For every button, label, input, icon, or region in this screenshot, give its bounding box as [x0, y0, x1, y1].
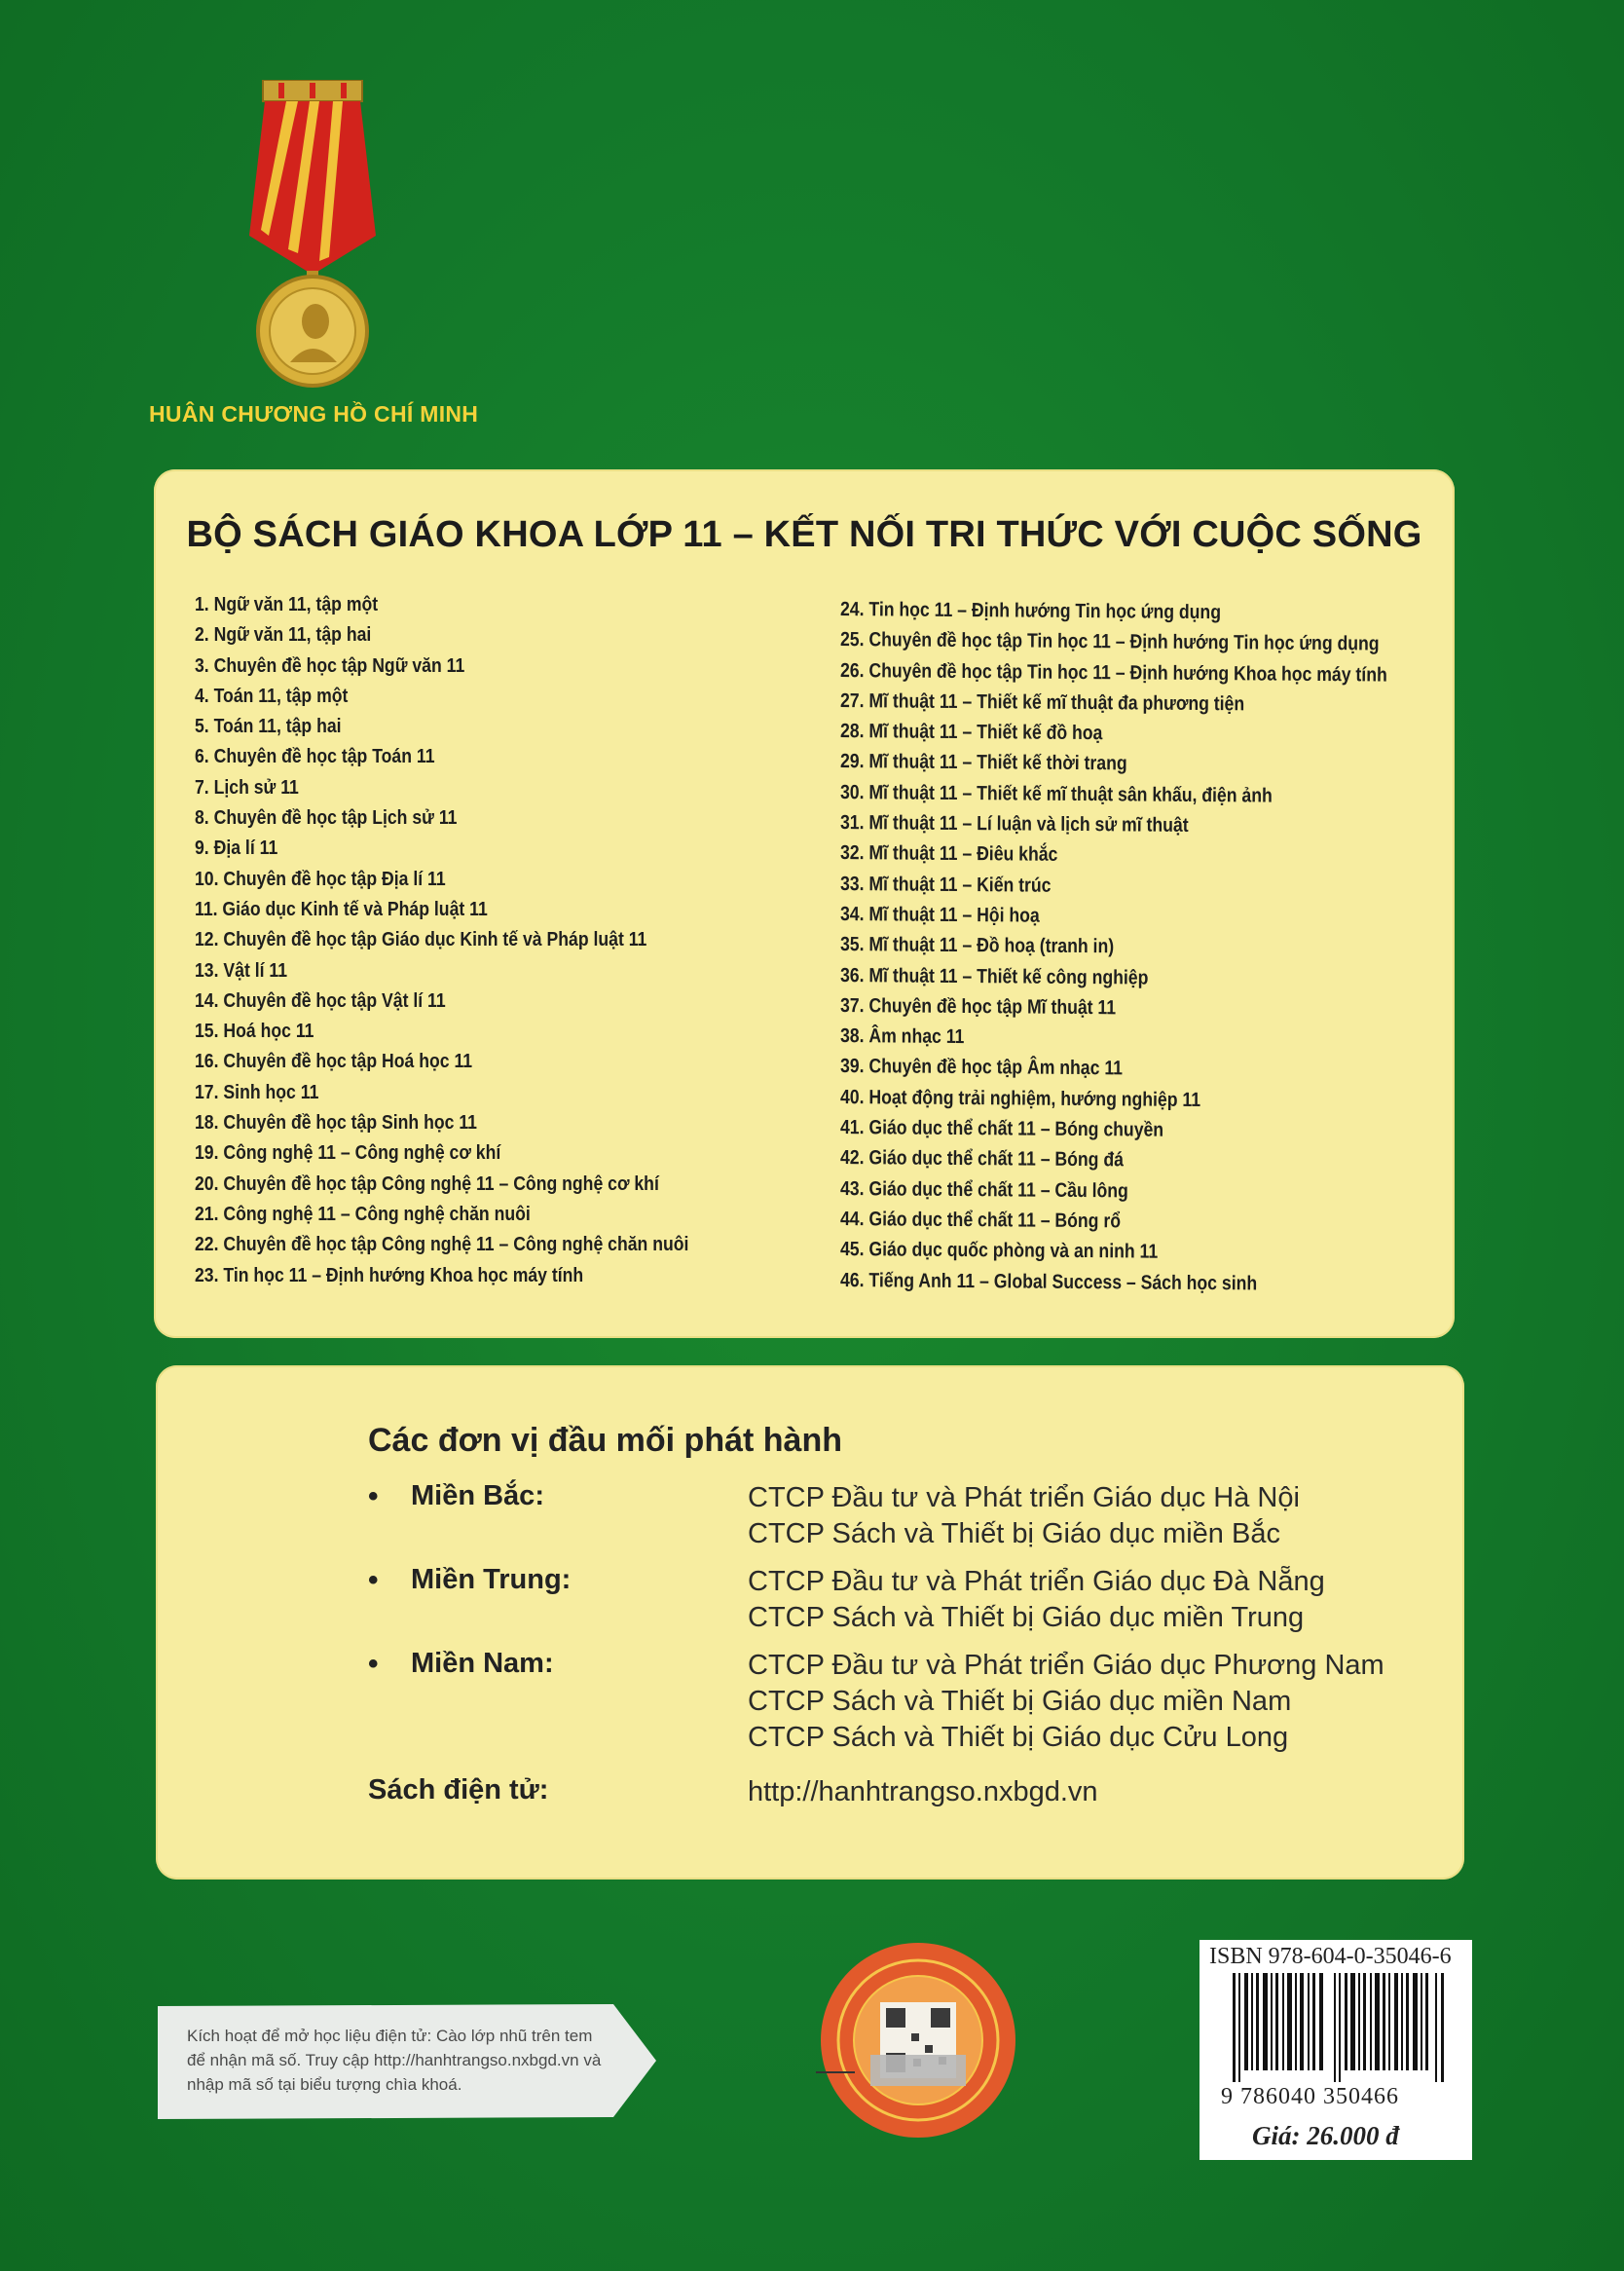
list-item: 38. Âm nhạc 11 [839, 1024, 965, 1049]
list-item: 46. Tiếng Anh 11 – Global Success – Sách học sinh [839, 1268, 1258, 1295]
list-item: 14. Chuyên đề học tập Vật lí 11 [195, 988, 446, 1012]
list-item: 32. Mĩ thuật 11 – Điêu khắc [839, 841, 1058, 867]
book-list-title: BỘ SÁCH GIÁO KHOA LỚP 11 – KẾT NỐI TRI THỨC VỚI CUỘC SỐNG [186, 514, 1422, 555]
ebook-link-wrap [748, 1774, 1098, 1810]
list-item: 16. Chuyên đề học tập Hoá học 11 [195, 1050, 473, 1073]
list-item: 34. Mĩ thuật 11 – Hội hoạ [839, 902, 1040, 927]
ebook-label: Sách điện tử: [368, 1774, 549, 1806]
book-list-right [840, 594, 1476, 1295]
list-item: 8. Chuyên đề học tập Lịch sử 11 [195, 806, 458, 830]
list-item: 41. Giáo dục thể chất 11 – Bóng chuyền [839, 1116, 1164, 1141]
list-item: 11. Giáo dục Kinh tế và Pháp luật 11 [195, 897, 488, 920]
list-item: 15. Hoá học 11 [195, 1020, 314, 1043]
barcode-label [1200, 1940, 1472, 2160]
org-name: CTCP Sách và Thiết bị Giáo dục miền Trung [748, 1602, 1305, 1633]
distribution-title: Các đơn vị đầu mối phát hành [368, 1422, 842, 1459]
isbn-text: ISBN 978-604-0-35046-6 [1209, 1944, 1452, 1969]
org-list [748, 1480, 1300, 1552]
org-list [748, 1648, 1384, 1756]
list-item: 18. Chuyên đề học tập Sinh học 11 [195, 1111, 477, 1135]
list-item: 27. Mĩ thuật 11 – Thiết kế mĩ thuật đa phương tiện [839, 689, 1245, 716]
list-item: 12. Chuyên đề học tập Giáo dục Kinh tế và Pháp luật 11 [195, 928, 647, 951]
book-list-left [195, 589, 769, 1290]
list-item: 4. Toán 11, tập một [195, 684, 349, 707]
org-name: CTCP Đầu tư và Phát triển Giáo dục Phương Nam [748, 1650, 1384, 1681]
list-item: 5. Toán 11, tập hai [195, 715, 342, 738]
list-item: 13. Vật lí 11 [195, 958, 288, 982]
medal-caption: HUÂN CHƯƠNG HỒ CHÍ MINH [149, 401, 479, 427]
barcode-icon [1233, 1973, 1447, 2082]
distribution-panel [156, 1365, 1464, 1880]
bullet-icon: • [368, 1564, 379, 1596]
bullet-icon: • [368, 1648, 379, 1680]
org-list [748, 1564, 1325, 1636]
qr-seal-icon [816, 1938, 1020, 2142]
list-item: 26. Chuyên đề học tập Tin học 11 – Định hướng Khoa học máy tính [839, 658, 1387, 687]
region-label: Miền Bắc: [411, 1480, 544, 1511]
activation-text: Kích hoạt để mở học liệu điện tử: Cào lớp nhũ trên tem để nhận mã số. Truy cập http://hanhtrangso.nxbgd.vn và nhập mã số tại biểu tượng chìa khoá. [187, 2027, 602, 2094]
list-item: 33. Mĩ thuật 11 – Kiến trúc [839, 872, 1052, 897]
bullet-icon: • [368, 1480, 379, 1512]
region-label: Miền Trung: [411, 1564, 572, 1595]
list-item: 19. Công nghệ 11 – Công nghệ cơ khí [195, 1141, 501, 1165]
list-item: 9. Địa lí 11 [195, 837, 278, 860]
list-item: 40. Hoạt động trải nghiệm, hướng nghiệp 11 [839, 1085, 1201, 1111]
list-item: 31. Mĩ thuật 11 – Lí luận và lịch sử mĩ thuật [839, 811, 1189, 837]
list-item: 35. Mĩ thuật 11 – Đồ hoạ (tranh in) [839, 933, 1115, 958]
activation-label [158, 2002, 656, 2123]
org-name: CTCP Sách và Thiết bị Giáo dục miền Bắc [748, 1518, 1280, 1549]
book-list-panel [154, 469, 1455, 1338]
list-item: 24. Tin học 11 – Định hướng Tin học ứng dụng [839, 598, 1222, 624]
list-item: 44. Giáo dục thể chất 11 – Bóng rổ [839, 1207, 1122, 1233]
org-name: CTCP Đầu tư và Phát triển Giáo dục Hà Nội [748, 1482, 1300, 1513]
list-item: 29. Mĩ thuật 11 – Thiết kế thời trang [839, 750, 1127, 775]
list-item: 28. Mĩ thuật 11 – Thiết kế đồ hoạ [839, 720, 1103, 745]
list-item: 30. Mĩ thuật 11 – Thiết kế mĩ thuật sân khấu, điện ảnh [839, 780, 1273, 807]
list-item: 42. Giáo dục thể chất 11 – Bóng đá [839, 1146, 1125, 1172]
list-item: 1. Ngữ văn 11, tập một [195, 593, 379, 615]
list-item: 6. Chuyên đề học tập Toán 11 [195, 745, 435, 768]
list-item: 17. Sinh học 11 [195, 1080, 319, 1103]
list-item: 43. Giáo dục thể chất 11 – Cầu lông [839, 1176, 1128, 1203]
org-name: CTCP Đầu tư và Phát triển Giáo dục Đà Nẵng [748, 1566, 1325, 1597]
list-item: 20. Chuyên đề học tập Công nghệ 11 – Công nghệ cơ khí [195, 1172, 659, 1195]
list-item: 3. Chuyên đề học tập Ngữ văn 11 [195, 653, 465, 677]
region-label: Miền Nam: [411, 1648, 554, 1679]
list-item: 10. Chuyên đề học tập Địa lí 11 [195, 867, 446, 890]
list-item: 45. Giáo dục quốc phòng và an ninh 11 [839, 1238, 1159, 1263]
list-item: 21. Công nghệ 11 – Công nghệ chăn nuôi [195, 1202, 531, 1225]
list-item: 36. Mĩ thuật 11 – Thiết kế công nghiệp [839, 963, 1149, 989]
list-item: 37. Chuyên đề học tập Mĩ thuật 11 [839, 993, 1117, 1020]
barcode-digits: 9 786040 350466 [1221, 2084, 1399, 2109]
list-item: 7. Lịch sử 11 [195, 775, 299, 799]
list-item: 25. Chuyên đề học tập Tin học 11 – Định hướng Tin học ứng dụng [839, 628, 1380, 655]
price-label: Giá: 26.000 đ [1252, 2121, 1399, 2150]
list-item: 23. Tin học 11 – Định hướng Khoa học máy tính [195, 1263, 584, 1286]
list-item: 2. Ngữ văn 11, tập hai [195, 623, 372, 647]
list-item: 22. Chuyên đề học tập Công nghệ 11 – Công nghệ chăn nuôi [195, 1233, 689, 1256]
org-name: CTCP Sách và Thiết bị Giáo dục miền Nam [748, 1686, 1292, 1717]
org-name: CTCP Sách và Thiết bị Giáo dục Cửu Long [748, 1722, 1289, 1753]
ebook-link[interactable]: http://hanhtrangso.nxbgd.vn [748, 1776, 1098, 1807]
list-item: 39. Chuyên đề học tập Âm nhạc 11 [839, 1055, 1124, 1080]
medal-icon [240, 80, 386, 391]
